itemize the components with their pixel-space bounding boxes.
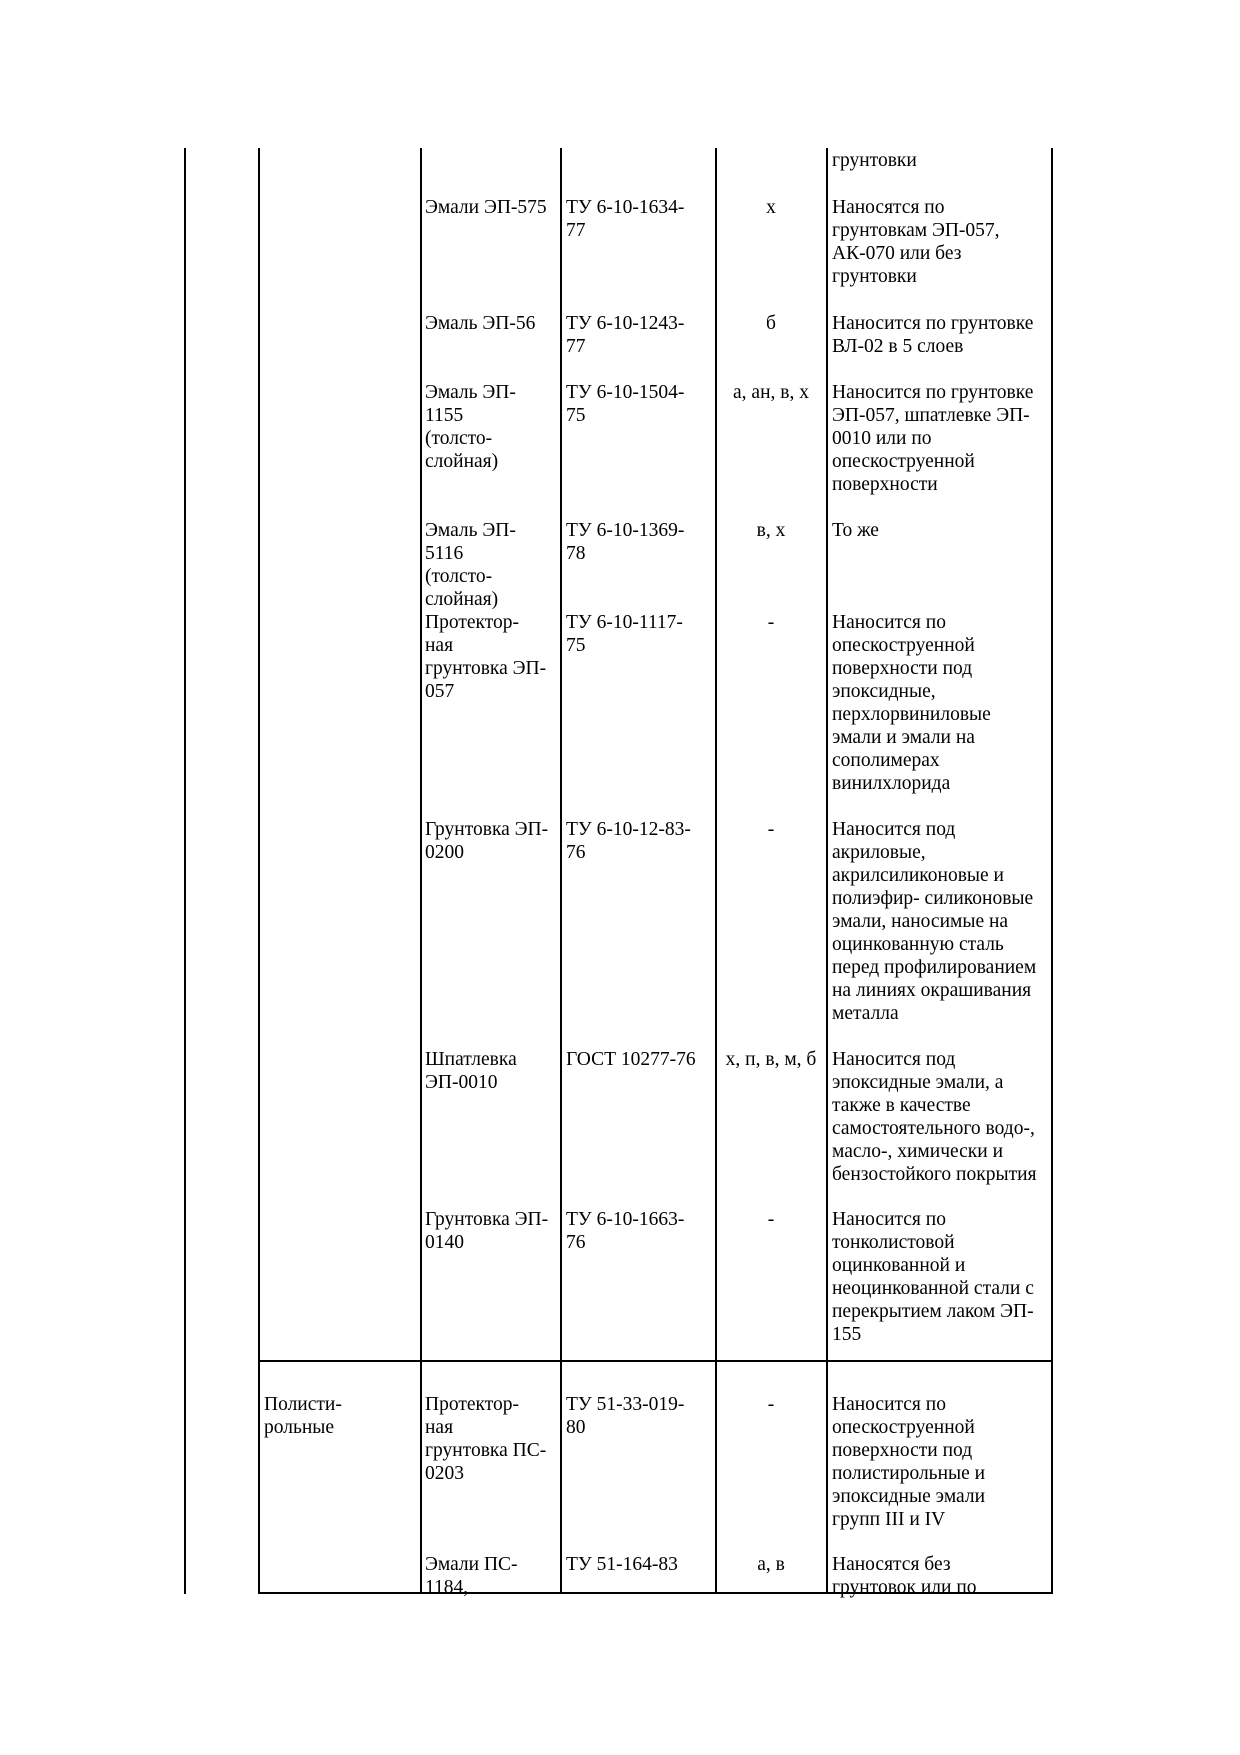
tu-cell: ТУ 6-10-1369- 78 xyxy=(566,520,685,564)
tu-cell: ТУ 51-164-83 xyxy=(566,1554,678,1575)
code-cell: х, п, в, м, б xyxy=(725,1049,817,1070)
material-cell: Грунтовка ЭП- 0140 xyxy=(425,1209,549,1253)
note-cell: То же xyxy=(832,520,879,541)
material-cell: Шпатлевка ЭП-0010 xyxy=(425,1049,517,1093)
material-cell: Эмали ЭП-575 xyxy=(425,197,547,218)
code-cell: а, в xyxy=(757,1554,785,1575)
note-cell: Наносится по грунтовке ЭП-057, шпатлевке ЭП- 0010 или по опескоструенной поверхности xyxy=(832,382,1034,495)
code-cell: - xyxy=(767,819,775,840)
code-cell: б xyxy=(766,313,776,334)
note-cell: Наносится по грунтовке ВЛ-02 в 5 слоев xyxy=(832,313,1034,357)
material-cell: Протектор- ная грунтовка ЭП- 057 xyxy=(425,612,547,702)
note-cell: Наносятся по грунтовкам ЭП-057, АК-070 или без грунтовки xyxy=(832,197,1000,287)
material-cell: Эмаль ЭП- 5116 (толсто- слойная) xyxy=(425,520,516,610)
tu-cell: ТУ 6-10-1117- 75 xyxy=(566,612,683,656)
group-column-left-rule xyxy=(258,148,260,1594)
outer-left-rule xyxy=(184,148,186,1594)
material-column-rule xyxy=(420,148,422,1594)
tu-cell: ГОСТ 10277-76 xyxy=(566,1049,696,1070)
tu-cell: ТУ 6-10-1634- 77 xyxy=(566,197,685,241)
tu-column-rule xyxy=(560,148,562,1594)
code-cell: в, х xyxy=(756,520,786,541)
code-cell: х xyxy=(766,197,776,218)
note-column-rule xyxy=(826,148,828,1594)
note-cell: Наносится под акриловые, акрилсиликоновые и полиэфир- силиконовые эмали, наносимые на оцинкованную сталь перед профилированием на линиях окрашивания металла xyxy=(832,819,1037,1024)
material-cell: Эмали ПС- 1184, xyxy=(425,1554,518,1598)
code-cell: - xyxy=(767,612,775,633)
material-cell: Протектор- ная грунтовка ПС- 0203 xyxy=(425,1394,547,1484)
group-name-polystyrene: Полисти- рольные xyxy=(264,1394,342,1438)
code-cell: - xyxy=(767,1394,775,1415)
note-cell: грунтовки xyxy=(832,150,917,171)
note-cell: Наносится по опескоструенной поверхности под эпоксидные, перхлорвиниловые эмали и эмали на сополимерах винилхлорида xyxy=(832,612,991,794)
material-cell: Эмаль ЭП-56 xyxy=(425,313,536,334)
tu-cell: ТУ 51-33-019- 80 xyxy=(566,1394,685,1438)
group-separator-rule xyxy=(258,1360,1053,1362)
code-cell: а, ан, в, х xyxy=(733,382,809,403)
tu-cell: ТУ 6-10-12-83- 76 xyxy=(566,819,691,863)
tu-cell: ТУ 6-10-1663- 76 xyxy=(566,1209,685,1253)
tu-cell: ТУ 6-10-1504- 75 xyxy=(566,382,685,426)
code-cell: - xyxy=(767,1209,775,1230)
code-column-rule xyxy=(715,148,717,1594)
material-cell: Грунтовка ЭП- 0200 xyxy=(425,819,549,863)
note-cell: Наносится под эпоксидные эмали, а также в качестве самостоятельного водо-, масло-, химически и бензостойкого покрытия xyxy=(832,1049,1037,1185)
tu-cell: ТУ 6-10-1243- 77 xyxy=(566,313,685,357)
note-cell: Наносится по тонколистовой оцинкованной и неоцинкованной стали с перекрытием лаком ЭП- 155 xyxy=(832,1209,1034,1345)
note-cell: Наносятся без грунтовок или по xyxy=(832,1554,977,1598)
note-cell: Наносится по опескоструенной поверхности под полистирольные и эпоксидные эмали групп III и IV xyxy=(832,1394,986,1530)
material-cell: Эмаль ЭП- 1155 (толсто- слойная) xyxy=(425,382,516,472)
